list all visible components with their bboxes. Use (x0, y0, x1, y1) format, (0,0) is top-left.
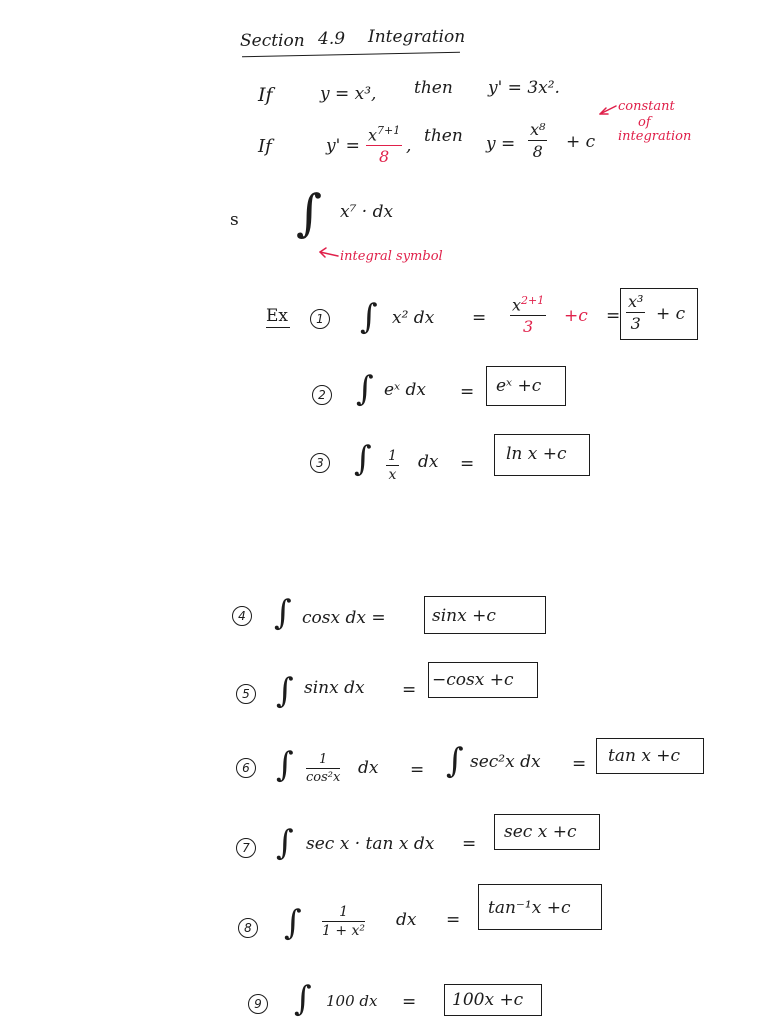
example-2-eq: = (460, 382, 475, 402)
intro1-given: y = x³, (320, 84, 377, 104)
example-1-eq: = (472, 308, 487, 328)
example-1-answer-c: + c (656, 304, 686, 324)
example-4-number: 4 (232, 606, 252, 626)
example-6-dx: dx (358, 758, 379, 778)
intro2-result-lhs: y = (486, 134, 516, 154)
integral-sign-5: ∫ (276, 671, 294, 711)
intro2-plus-c: + c (566, 132, 596, 152)
integral-sign-4: ∫ (274, 593, 292, 633)
integral-sign-6: ∫ (276, 745, 294, 785)
example-9-integral: 100 dx (326, 992, 378, 1010)
intro2-comma: , (406, 136, 412, 156)
example-9-answer: 100x +c (452, 990, 524, 1010)
example-5-eq: = (402, 680, 417, 700)
example-7-eq: = (462, 834, 477, 854)
example-1-step-num: x (512, 295, 522, 315)
intro1-result: y' = 3x². (488, 78, 560, 98)
example-3-integral-num: 1 (388, 448, 397, 464)
integral-symbol-label: integral symbol (340, 249, 443, 264)
intro2-given-num: x (368, 125, 378, 145)
example-7-number: 7 (236, 838, 256, 858)
example-8-answer: tan⁻¹x +c (488, 898, 571, 918)
example-4-answer: sinx +c (432, 606, 496, 626)
example-2-integral: eˣ dx (384, 380, 426, 400)
example-6-integral-den: cos²x (306, 770, 341, 785)
integral-sign-1: ∫ (360, 297, 378, 337)
example-8-dx: dx (396, 910, 417, 930)
example-1-integral: x² dx (392, 308, 435, 328)
example-1-step-den: 3 (523, 317, 534, 337)
examples-label: Ex (266, 306, 288, 326)
example-1-eq2: = (606, 306, 621, 326)
header-topic: Integration (368, 27, 466, 47)
integral-sign-2: ∫ (356, 369, 374, 409)
intro2-result-den: 8 (532, 142, 543, 161)
intro1-then: then (414, 78, 453, 98)
annotation-of: of (638, 115, 651, 130)
example-3-eq: = (460, 454, 475, 474)
example-1-step-exp: 2+1 (521, 294, 545, 307)
example-8-number: 8 (238, 918, 258, 938)
constant-arrow (600, 106, 616, 114)
header-number: 4.9 (318, 29, 346, 49)
example-6-middle: sec²x dx (470, 752, 541, 772)
example-8-eq: = (446, 910, 461, 930)
example-1-step-c: +c (564, 306, 588, 326)
example-3-integral-den: x (388, 467, 397, 483)
intro2-given-exp: 7+1 (377, 124, 401, 137)
example-1-number: 1 (310, 309, 330, 329)
example-7-integral: sec x · tan x dx (306, 834, 435, 854)
example-6-integral-num: 1 (306, 752, 340, 769)
example-6-eq2: = (572, 754, 587, 774)
example-6-eq: = (410, 760, 425, 780)
integral-symbol-integrand: x⁷ · dx (340, 202, 394, 222)
intro2-if: If (258, 136, 272, 157)
example-1-answer-den: 3 (630, 314, 641, 333)
intro2-given-den: 8 (379, 147, 390, 167)
example-3-dx: dx (418, 452, 439, 472)
example-5-answer: −cosx +c (432, 670, 514, 690)
annotation-integration: integration (618, 129, 692, 144)
intro2-given-lhs: y' = (326, 136, 360, 156)
example-6-answer: tan x +c (608, 746, 681, 766)
example-2-answer: eˣ +c (496, 376, 542, 396)
example-5-integral: sinx dx (304, 678, 365, 698)
integral-sign-large: ∫ (296, 184, 323, 242)
header-section: Section (240, 31, 305, 51)
example-2-number: 2 (312, 385, 332, 405)
example-1-answer-num: x³ (628, 292, 644, 311)
example-4-integral: cosx dx = (302, 608, 386, 628)
intro2-result-num: x⁸ (530, 120, 546, 139)
example-9-number: 9 (248, 994, 268, 1014)
integral-sign-7: ∫ (276, 823, 294, 863)
example-6-number: 6 (236, 758, 256, 778)
integral-sign-6b: ∫ (446, 741, 464, 781)
example-3-answer: ln x +c (506, 444, 567, 464)
example-9-eq: = (402, 992, 417, 1012)
integral-sign-3: ∫ (354, 439, 372, 479)
margin-mark: s (230, 210, 239, 230)
intro1-if: If (258, 84, 273, 106)
example-3-number: 3 (310, 453, 330, 473)
example-7-answer: sec x +c (504, 822, 577, 842)
example-8-integral-num: 1 (322, 904, 365, 922)
intro2-then: then (424, 126, 463, 146)
annotation-constant: constant (618, 99, 675, 114)
example-8-integral-den: 1 + x² (322, 923, 366, 939)
integral-sign-9: ∫ (294, 979, 312, 1019)
integral-sign-8: ∫ (284, 903, 302, 943)
example-5-number: 5 (236, 684, 256, 704)
